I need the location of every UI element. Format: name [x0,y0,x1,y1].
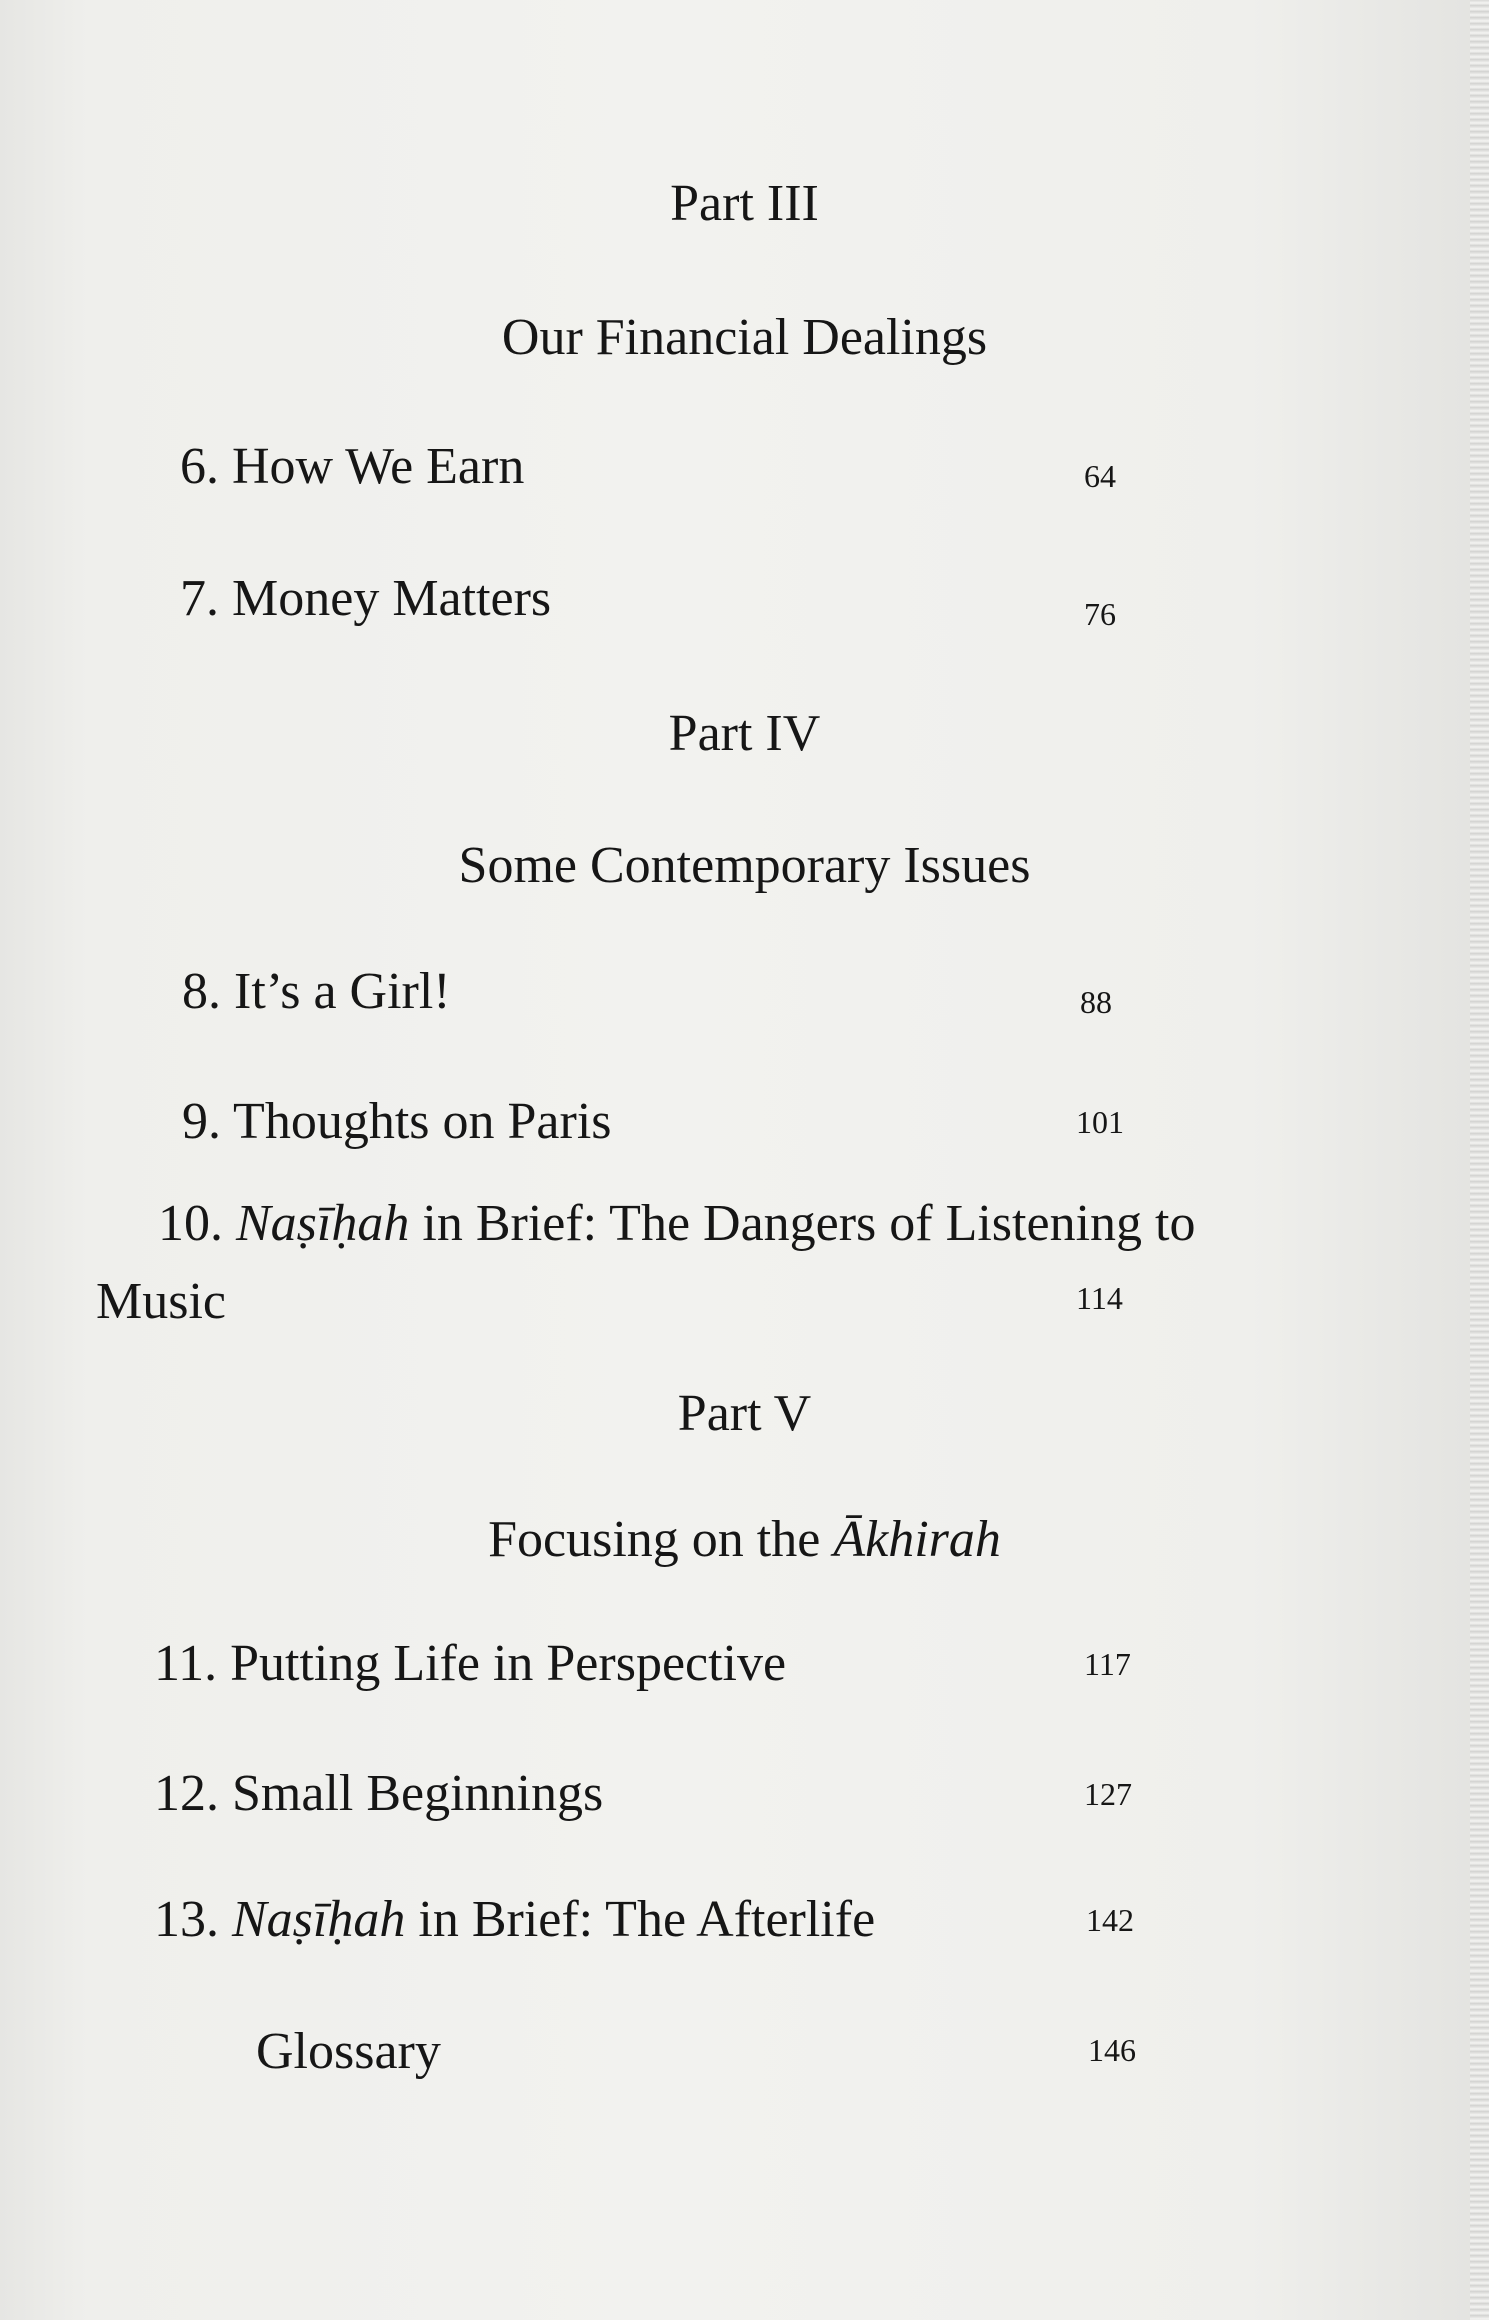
part-v-label: Part V [677,1385,812,1442]
part-iv-title: Some Contemporary Issues [458,837,1031,894]
toc-entry-8[interactable]: 8. It’s a Girl! [182,963,451,1020]
toc-entry-13-rest: in Brief: The Afterlife [418,1891,876,1948]
toc-entry-10-rest: in Brief: The Dangers of Listening to [422,1195,1196,1252]
toc-entry-13-number: 13. [154,1891,219,1948]
toc-entry-10[interactable] [158,1195,1196,1252]
toc-page-10: 114 [1076,1280,1123,1316]
page-edge [1470,0,1489,2320]
toc-page-12: 127 [1084,1776,1132,1812]
part-v-title [0,1511,1489,1568]
part-v-title-prefix: Focusing on the [488,1511,821,1568]
toc-entry-glossary[interactable]: Glossary [256,2023,441,2080]
toc-entry-11[interactable]: 11. Putting Life in Perspective [154,1635,787,1692]
toc-entry-13[interactable] [154,1891,876,1948]
part-iii-title: Our Financial Dealings [501,309,988,366]
toc-entry-10-italic: Naṣīḥah [236,1195,410,1252]
part-v-title-italic: Ākhirah [833,1511,1001,1568]
toc-entry-9[interactable]: 9. Thoughts on Paris [182,1093,612,1150]
toc-entry-10-number: 10. [158,1195,223,1252]
toc-page-13: 142 [1086,1902,1134,1938]
toc-page-6: 64 [1084,458,1116,494]
part-iii-label: Part III [670,175,819,232]
toc-page-8: 88 [1080,984,1112,1020]
toc-entry-12[interactable]: 12. Small Beginnings [154,1765,604,1822]
part-iv-label: Part IV [668,705,821,762]
toc-entry-13-italic: Naṣīḥah [232,1891,406,1948]
toc-entry-7[interactable]: 7. Money Matters [180,570,552,627]
toc-entry-10-continuation[interactable]: Music [96,1273,226,1330]
toc-page-7: 76 [1084,596,1116,632]
toc-page-glossary: 146 [1088,2032,1136,2068]
toc-page-9: 101 [1076,1104,1124,1140]
toc-page-11: 117 [1084,1646,1131,1682]
toc-entry-6[interactable]: 6. How We Earn [180,438,525,495]
